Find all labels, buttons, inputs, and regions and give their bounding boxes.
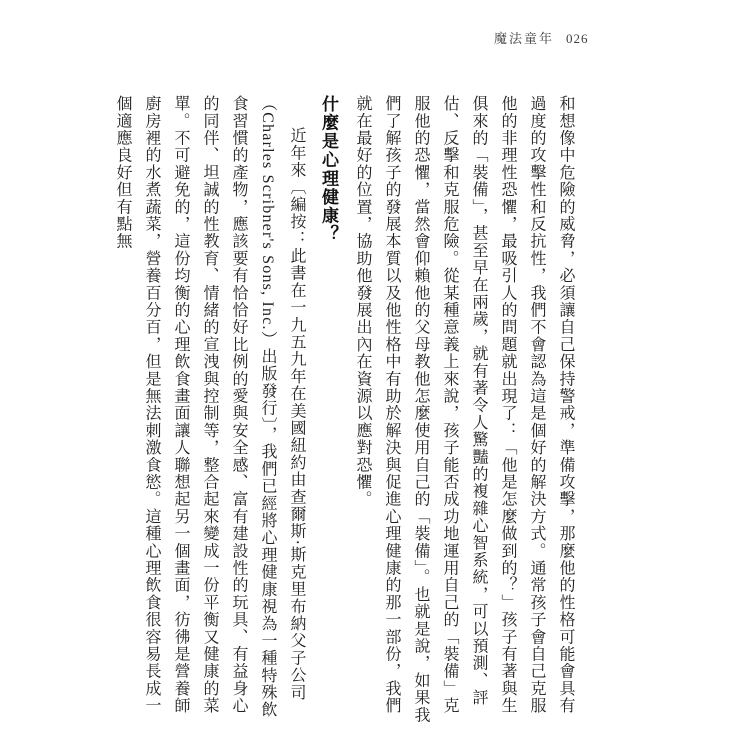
article-body	[114, 95, 580, 731]
book-title: 魔法童年	[494, 31, 555, 46]
section-heading: 什麼是心理健康？	[319, 95, 338, 244]
running-header	[494, 28, 589, 47]
page-number: 026	[566, 31, 589, 46]
paragraph: 近年來〔編按：此書在一九五九年在美國紐約由查爾斯‧斯克里布納父子公司（Charles Scribner's Sons, Inc.）出版發行〕，我們已經將心理健康視為一種特殊飲食習慣的產物，應該要有恰恰好比例的愛與安全感、富有建設性的玩具、有益身心的同伴、坦誠的性教育、情緒的宣洩與控制等，整合起來變成一份平衡又健康的菜單。不可避免的，這份均衡的心理飲食畫面讓人聯想起另一個畫面，彷彿是營養師廚房裡的水煮蔬菜，營養百分百，但是無法刺激食慾。這種心理飲食很容易長成一個適應良好但有點無	[114, 95, 305, 719]
paragraph-continued: 和想像中危險的威脅，必須讓自己保持警戒，準備攻擊，那麼他的性格可能會具有過度的攻擊性和反抗性，我們不會認為這是個好的解決方式。通常孩子會自己克服他的非理性恐懼，最吸引人的問題就出現了：「他是怎麼做到的？」孩子有著與生俱來的「裝備」，甚至早在兩歲，就有著令人驚豔的複雜心智系統，可以預測、評估、反擊和克服危險。從某種意義上來說，孩子能否成功地運用自己的「裝備」克服他的恐懼，當然會仰賴他的父母教他怎麼使用自己的「裝備」。也就是說，如果我們了解孩子的發展本質以及他性格中有助於解決與促進心理健康的那一部份，我們就在最好的位置，協助他發展出內在資源以應對恐懼。	[354, 95, 574, 724]
